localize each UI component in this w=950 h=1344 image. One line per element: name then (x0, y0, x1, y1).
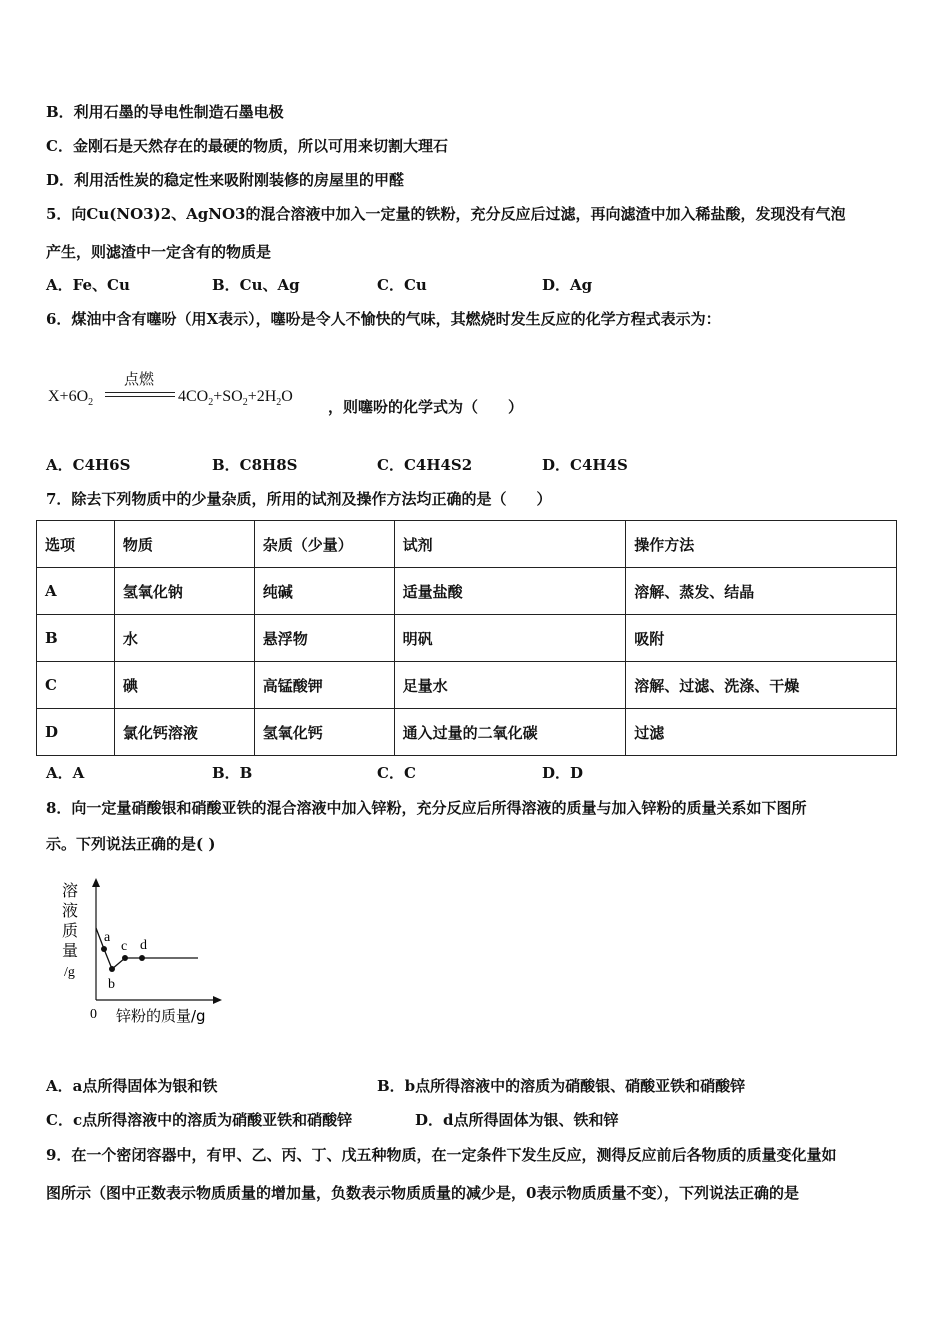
table-cell: 悬浮物 (254, 615, 394, 662)
q6-option-b: B．C8H8S (212, 456, 298, 474)
table-cell: 吸附 (626, 615, 897, 662)
table-cell: 氯化钙溶液 (114, 709, 254, 756)
table-header-row (37, 521, 897, 568)
table-cell: 水 (114, 615, 254, 662)
table-header-cell: 选项 (37, 521, 115, 568)
label-a: a (104, 930, 111, 945)
table-cell: 通入过量的二氧化碳 (394, 709, 626, 756)
table-cell: 溶解、蒸发、结晶 (626, 568, 897, 615)
question-8-line1: 8．向一定量硝酸银和硝酸亚铁的混合溶液中加入锌粉，充分反应后所得溶液的质量与加入锌粉的质量关系如下图所 (46, 799, 807, 817)
question-7: 7．除去下列物质中的少量杂质，所用的试剂及操作方法均正确的是（ ） (46, 490, 552, 508)
table-cell: 过滤 (626, 709, 897, 756)
q5-option-a: A．Fe、Cu (46, 276, 130, 294)
y-axis-arrow (92, 878, 100, 887)
table-cell: 足量水 (394, 662, 626, 709)
eq-right: $4CO_2+SO_2+2H_2O$ (178, 388, 293, 409)
table-header-cell: 物质 (114, 521, 254, 568)
table-cell: 纯碱 (254, 568, 394, 615)
line-b: B．利用石墨的导电性制造石墨电极 (46, 103, 284, 121)
table-cell: C (37, 662, 115, 709)
q6-question-tail: ，则噻吩的化学式为（ ） (328, 398, 524, 416)
table-row (37, 709, 897, 756)
q6-option-d: D．C4H4S (542, 456, 628, 474)
table-row (37, 662, 897, 709)
mass-curve (96, 928, 198, 969)
q8-option-a: A．a点所得固体为银和铁 (46, 1077, 218, 1095)
table-header-cell: 试剂 (394, 521, 626, 568)
origin-label: 0 (90, 1007, 97, 1022)
q5-option-c: C．Cu (377, 276, 427, 294)
table-cell: 碘 (114, 662, 254, 709)
question-9-line2: 图所示（图中正数表示物质质量的增加量，负数表示物质质量的减少是，0表示物质质量不变），下列说法正确的是 (46, 1184, 799, 1202)
label-d: d (140, 938, 147, 953)
q6-equation (48, 372, 568, 422)
x-axis-arrow (213, 996, 222, 1004)
table-header-cell: 杂质（少量） (254, 521, 394, 568)
q8-option-c: C．c点所得溶液中的溶质为硝酸亚铁和硝酸锌 (46, 1111, 353, 1129)
table-cell: B (37, 615, 115, 662)
question-5-line1: 5．向Cu(NO3)2、AgNO3的混合溶液中加入一定量的铁粉，充分反应后过滤，再向滤渣中加入稀盐酸，发现没有气泡 (46, 205, 846, 223)
table-cell: A (37, 568, 115, 615)
point-a (101, 946, 107, 952)
q7-option-d: D．D (542, 764, 584, 782)
y-label-unit: /g (64, 965, 75, 980)
question-9-line1: 9．在一个密闭容器中，有甲、乙、丙、丁、戊五种物质，在一定条件下发生反应，测得反应前后各物质的质量变化量如 (46, 1146, 837, 1164)
table-row (37, 615, 897, 662)
point-b (109, 966, 115, 972)
question-5-line2: 产生，则滤渣中一定含有的物质是 (46, 243, 272, 261)
table-cell: 适量盐酸 (394, 568, 626, 615)
eq-double-line (105, 392, 175, 397)
eq-left: $X+6O_2$ (48, 388, 94, 409)
label-c: c (121, 939, 128, 954)
y-label-4: 量 (62, 941, 79, 960)
line-d: D．利用活性炭的稳定性来吸附刚装修的房屋里的甲醛 (46, 171, 405, 189)
table-cell: 氢氧化钠 (114, 568, 254, 615)
table-cell: 溶解、过滤、洗涤、干燥 (626, 662, 897, 709)
q5-option-b: B．Cu、Ag (212, 276, 300, 294)
q6-option-a: A．C4H6S (46, 456, 131, 474)
x-label: 锌粉的质量/g (116, 1007, 206, 1025)
table-cell: D (37, 709, 115, 756)
q5-option-d: D．Ag (542, 276, 593, 294)
point-d (139, 955, 145, 961)
table-cell: 明矾 (394, 615, 626, 662)
y-label-2: 液 (62, 901, 79, 920)
q7-option-a: A．A (46, 764, 85, 782)
table-cell: 氢氧化钙 (254, 709, 394, 756)
q7-option-c: C．C (377, 764, 416, 782)
q6-option-c: C．C4H4S2 (377, 456, 473, 474)
q8-option-b: B．b点所得溶液中的溶质为硝酸银、硝酸亚铁和硝酸锌 (377, 1077, 746, 1095)
eq-condition: 点燃 (124, 370, 155, 388)
question-6: 6．煤油中含有噻吩（用X表示），噻吩是令人不愉快的气味，其燃烧时发生反应的化学方程式表示为： (46, 310, 721, 328)
y-label-1: 溶 (62, 881, 79, 900)
table-header-cell: 操作方法 (626, 521, 897, 568)
q7-option-b: B．B (212, 764, 253, 782)
line-c: C．金刚石是天然存在的最硬的物质，所以可用来切割大理石 (46, 137, 448, 155)
q7-table (36, 520, 897, 756)
table-cell: 高锰酸钾 (254, 662, 394, 709)
q8-chart-svg (58, 876, 228, 1026)
question-8-line2: 示。下列说法正确的是( ) (46, 835, 216, 853)
point-c (122, 955, 128, 961)
q8-option-d: D．d点所得固体为银、铁和锌 (415, 1111, 619, 1129)
table-row (37, 568, 897, 615)
label-b: b (108, 977, 115, 992)
y-label-3: 质 (62, 921, 79, 940)
q8-chart (58, 876, 228, 1026)
